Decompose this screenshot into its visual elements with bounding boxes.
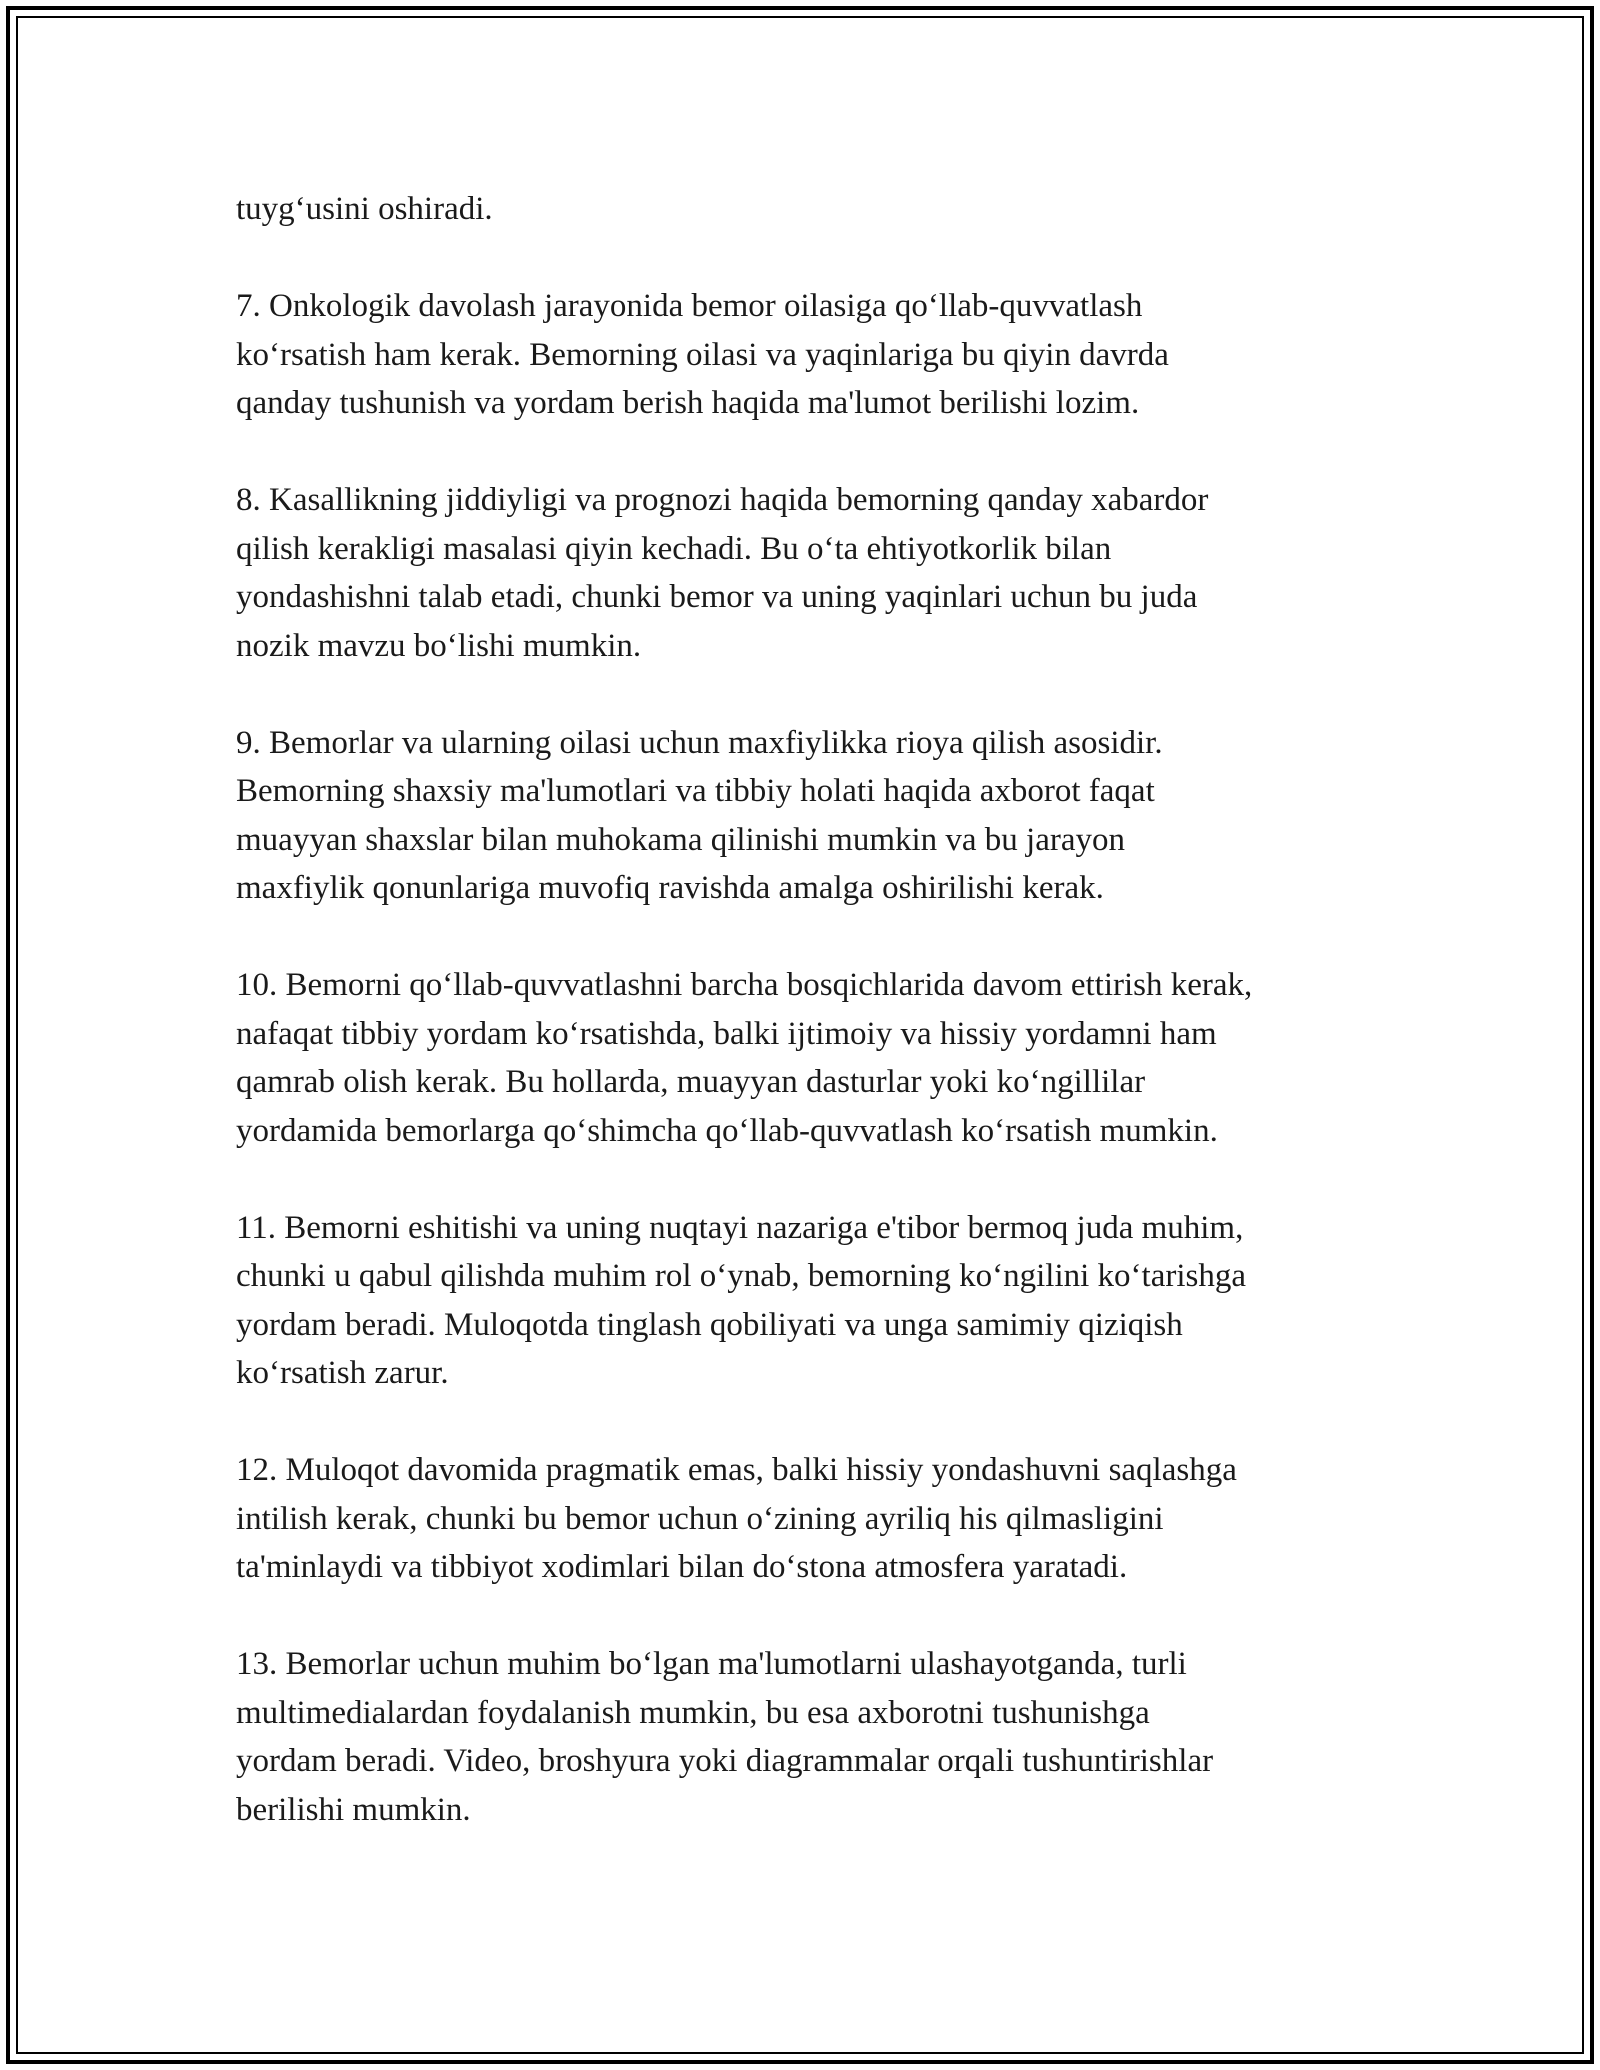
paragraph-item-9: [236, 719, 1406, 913]
text-line: nafaqat tibbiy yordam ko‘rsatishda, balki ijtimoiy va hissiy yordamni ham: [236, 1015, 1217, 1052]
text-line: qanday tushunish va yordam berish haqida ma'lumot berilishi lozim.: [236, 385, 1140, 421]
paragraph-item-8: [236, 476, 1406, 670]
text-line: ko‘rsatish zarur.: [236, 1355, 449, 1391]
text-line: yordam beradi. Video, broshyura yoki diagrammalar orqali tushuntirishlar: [236, 1743, 1214, 1779]
text-line: ko‘rsatish ham kerak. Bemorning oilasi va yaqinlariga bu qiyin davrda: [236, 336, 1169, 373]
text-line: yordamida bemorlarga qo‘shimcha qo‘llab-quvvatlash ko‘rsatish mumkin.: [236, 1112, 1218, 1149]
paragraph-item-11: [236, 1204, 1406, 1398]
text-line: Bemorning shaxsiy ma'lumotlari va tibbiy holati haqida axborot faqat: [236, 773, 1155, 809]
text-line: muayyan shaxslar bilan muhokama qilinishi mumkin va bu jarayon: [236, 821, 1126, 858]
text-line: intilish kerak, chunki bu bemor uchun o‘zining ayriliq his qilmasligini: [236, 1500, 1164, 1537]
text-line: chunki u qabul qilishda muhim rol o‘ynab, bemorning ko‘ngilini ko‘tarishga: [236, 1258, 1247, 1294]
text-line: yondashishni talab etadi, chunki bemor va uning yaqinlari uchun bu juda: [236, 579, 1198, 615]
text-line: 12. Muloqot davomida pragmatik emas, balki hissiy yondashuvni saqlashga: [236, 1452, 1237, 1488]
text-line: qilish kerakligi masalasi qiyin kechadi. Bu o‘ta ehtiyotkorlik bilan: [236, 530, 1112, 567]
text-line: nozik mavzu bo‘lishi mumkin.: [236, 627, 642, 664]
paragraph-item-13: [236, 1640, 1406, 1834]
text-line: 11. Bemorni eshitishi va uning nuqtayi nazariga e'tibor bermoq juda muhim,: [236, 1209, 1244, 1246]
text-line: qamrab olish kerak. Bu hollarda, muayyan dasturlar yoki ko‘ngillilar: [236, 1064, 1146, 1100]
text-line: 8. Kasallikning jiddiyligi va prognozi haqida bemorning qanday xabardor: [236, 482, 1209, 518]
text-line: yordam beradi. Muloqotda tinglash qobiliyati va unga samimiy qiziqish: [236, 1306, 1183, 1343]
text-line: 7. Onkologik davolash jarayonida bemor oilasiga qo‘llab-quvvatlash: [236, 288, 1143, 324]
text-line: 9. Bemorlar va ularning oilasi uchun maxfiylikka rioya qilish asosidir.: [236, 724, 1163, 761]
paragraph-item-12: [236, 1446, 1406, 1592]
document-body: [236, 185, 1406, 1883]
paragraph-item-7: [236, 282, 1406, 428]
text-line: maxfiylik qonunlariga muvofiq ravishda amalga oshirilishi kerak.: [236, 870, 1104, 906]
paragraph-item-10: [236, 961, 1406, 1155]
text-line: tuyg‘usini oshiradi.: [236, 191, 493, 227]
text-line: ta'minlaydi va tibbiyot xodimlari bilan do‘stona atmosfera yaratadi.: [236, 1549, 1128, 1585]
text-line: 10. Bemorni qo‘llab-quvvatlashni barcha bosqichlarida davom ettirish kerak,: [236, 967, 1253, 1003]
text-line: berilishi mumkin.: [236, 1791, 471, 1828]
paragraph-continuation: [236, 185, 1406, 234]
text-line: multimedialardan foydalanish mumkin, bu esa axborotni tushunishga: [236, 1694, 1150, 1731]
text-line: 13. Bemorlar uchun muhim bo‘lgan ma'lumotlarni ulashayotganda, turli: [236, 1646, 1187, 1682]
